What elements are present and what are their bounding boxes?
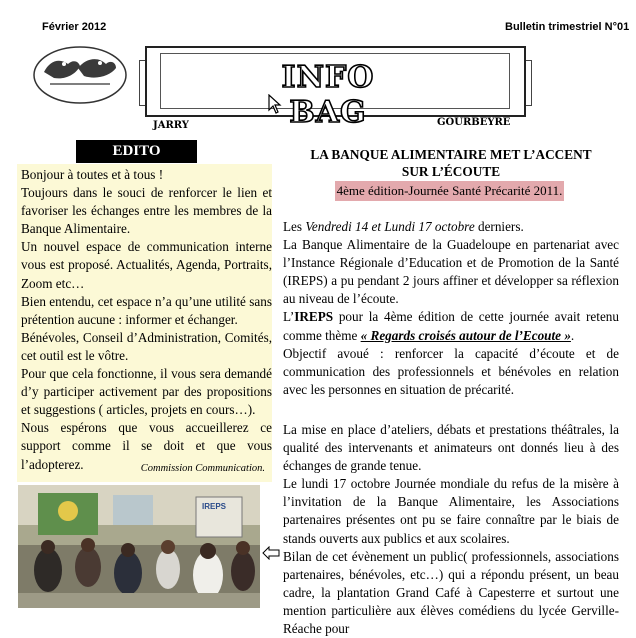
arrow-left-icon	[262, 546, 280, 560]
edito-paragraph: Bien entendu, cet espace n’a qu’une utilité sans prétention aucune : informer et échanger.	[21, 293, 272, 327]
article-paragraph: Le lundi 17 octobre Journée mondiale du refus de la misère à l’invitation de la Banque Alimentaire, les Associations partenaires présentes ont pu se faire connaître par le biais de stands ouverts aux publics et aux scolaires.	[283, 476, 619, 546]
article-body	[283, 218, 619, 638]
article-paragraph	[283, 308, 619, 344]
edito-paragraph: Un nouvel espace de communication interne vous est proposé. Actualités, Agenda, Portraits, Zoom etc…	[21, 239, 272, 291]
article-theme: « Regards croisés autour de l’Ecoute »	[360, 327, 571, 343]
logo	[30, 44, 130, 110]
event-photo	[18, 485, 260, 608]
newsletter-title: INFO BAG	[281, 60, 375, 130]
article-paragraph: La mise en place d’ateliers, débats et prestations théâtrales, la qualité des intervenants et animateurs ont donnés lieu à des échanges de grande tenue.	[283, 421, 619, 474]
article-title-line: LA BANQUE ALIMENTAIRE MET L’ACCENT	[310, 147, 592, 162]
edito-paragraph: Toujours dans le souci de renforcer le lien et favoriser les échanges entre les membres de la Banque Alimentaire.	[21, 185, 272, 237]
birds-logo-icon	[30, 44, 130, 110]
article-title-line: SUR L’ÉCOUTE	[401, 164, 501, 179]
article-subtitle: 4ème édition-Journée Santé Précarité 2011.	[335, 181, 564, 201]
edito-paragraph: Bénévoles, Conseil d’Administration, Comités, cet outil est le vôtre.	[21, 329, 272, 363]
edito-label: EDITO	[76, 140, 197, 163]
edito-paragraph: Pour que cela fonctionne, il vous sera demandé d’y participer activement par des propositions et suggestions ( articles, projets en cours…).	[21, 366, 272, 418]
text-span: L’	[283, 309, 295, 325]
edito-paragraph: Bonjour à toutes et à tous !	[21, 167, 164, 182]
edito-paragraph: Nous espérons que vous accueillerez ce support comme il se doit et que vous l’adopterez.	[21, 420, 272, 472]
bulletin-number: Bulletin trimestriel N°01	[505, 21, 630, 33]
article-title	[283, 146, 619, 180]
article-paragraph	[283, 218, 619, 236]
text-span: derniers.	[474, 219, 524, 234]
issue-date: Février 2012	[42, 21, 107, 33]
text-span: .	[570, 327, 575, 343]
text-span: pour la 4ème édition de cette journée avait retenu comme thème	[283, 309, 619, 343]
article-paragraph: La Banque Alimentaire de la Guadeloupe en partenariat avec l’Instance Régionale d’Education et de Promotion de la Santé (IREPS) a pu pendant 2 jours affiner et développer sa réflexion au niveau de l’écoute.	[283, 237, 619, 307]
place-right: GOURBEYRE	[437, 117, 511, 128]
text-span: Les	[283, 219, 306, 234]
article-paragraph: Objectif avoué : renforcer la capacité d’écoute et de communication des professionnels et bénévoles en relation avec les personnes en situation de précarité.	[283, 345, 619, 397]
place-left: JARRY	[153, 120, 189, 131]
paragraph-spacer	[283, 399, 619, 421]
article-dates: Vendredi 14 et Lundi 17 octobre	[305, 219, 475, 234]
edito-text	[21, 166, 272, 474]
ireps-bold: IREPS	[294, 309, 334, 325]
edito-signature: Commission Communication.	[140, 463, 265, 474]
mouse-cursor-icon	[268, 94, 282, 114]
photo-banner-text: IREPS	[202, 502, 227, 511]
article-paragraph: Bilan de cet évènement un public( professionnels, associations partenaires, bénévoles, etc…) qui a répondu présent, un beau cadre, la plantation Grand Café à Capesterre et surtout une mention particulière aux élèves comédiens du lycée Gerville-Réache pour	[283, 548, 619, 636]
